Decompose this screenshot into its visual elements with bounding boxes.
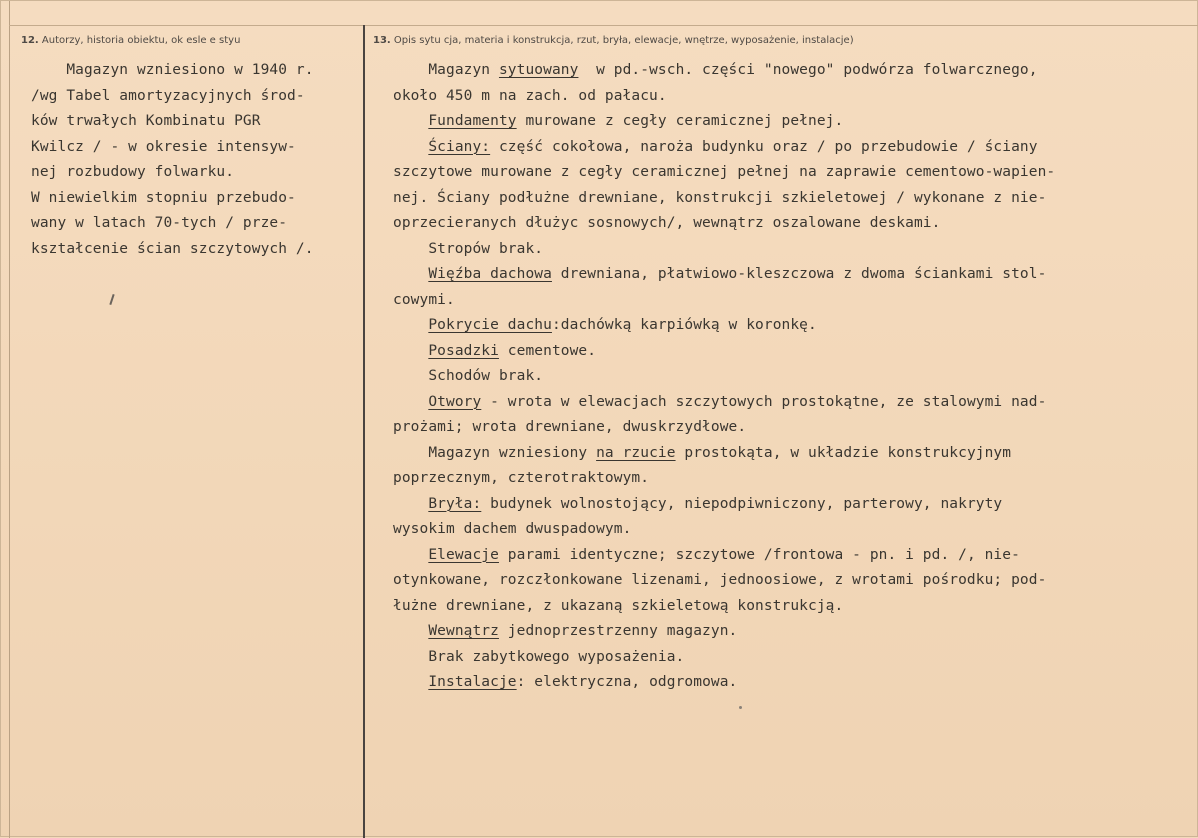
description-text — [393, 58, 1055, 696]
text-segment: prożami; wrota drewniane, dwuskrzydłowe. — [393, 419, 747, 435]
underlined-heading: Fundamenty — [428, 113, 517, 129]
history-line: wany w latach 70-tych / prze- — [31, 215, 288, 231]
section-13-number: 13. — [373, 35, 391, 46]
description-line — [393, 288, 1055, 314]
description-line — [393, 568, 1055, 594]
text-segment: oprzecieranych dłużyc sosnowych/, wewnątrz oszalowane deskami. — [393, 215, 941, 231]
underlined-heading: Otwory — [428, 393, 482, 410]
underlined-heading: Pokrycie dachu — [428, 317, 552, 333]
text-segment — [393, 266, 428, 282]
text-segment: Magazyn wzniesiony — [393, 444, 597, 461]
text-segment: otynkowane, rozczłonkowane lizenami, jednoosiowe, z wrotami pośrodku; pod- — [393, 572, 1047, 588]
underlined-heading: Ściany: — [428, 138, 491, 155]
description-line — [393, 670, 1055, 696]
underlined-heading: Elewacje — [428, 546, 499, 563]
text-segment — [393, 496, 428, 512]
text-segment: Schodów brak. — [393, 368, 544, 384]
description-line — [393, 364, 1055, 390]
description-line — [393, 517, 1055, 543]
history-text — [31, 58, 314, 262]
text-segment — [393, 674, 428, 690]
pen-mark — [109, 294, 114, 305]
history-line: Magazyn wzniesiono w 1940 r. — [31, 62, 314, 78]
section-12-title: Autorzy, historia obiektu, ok esle e styu — [41, 35, 241, 46]
text-segment: budynek wolnostojący, niepodpiwniczony, parterowy, nakryty — [481, 495, 1003, 512]
text-segment — [393, 139, 428, 155]
description-line — [393, 466, 1055, 492]
text-segment: szczytowe murowane z cegły ceramicznej pełnej na zaprawie cementowo-wapien- — [393, 164, 1056, 180]
text-segment: nej. Ściany podłużne drewniane, konstrukcji szkieletowej / wykonane z nie- — [393, 189, 1047, 206]
section-13-title: Opis sytu cja, materia i konstrukcja, rzut, bryła, elewacje, wnętrze, wyposażenie, instalacje) — [393, 35, 854, 46]
underlined-heading: sytuowany — [498, 62, 579, 78]
underlined-heading: Posadzki — [428, 342, 499, 359]
left-margin-rule — [9, 1, 10, 838]
column-divider — [363, 25, 365, 838]
text-segment: wysokim dachem dwuspadowym. — [393, 521, 632, 537]
underlined-heading: Więźba dachowa — [428, 266, 552, 282]
history-line: kształcenie ścian szczytowych /. — [31, 240, 314, 257]
description-line — [393, 543, 1055, 569]
description-line — [393, 594, 1055, 620]
text-segment: - wrota w elewacjach szczytowych prostokątne, ze stalowymi nad- — [481, 393, 1047, 410]
description-line — [393, 84, 1055, 110]
text-segment: murowane z cegły ceramicznej pełnej. — [516, 113, 844, 129]
text-segment — [393, 394, 428, 410]
history-line: ków trwałych Kombinatu PGR — [31, 113, 261, 129]
text-segment: Stropów brak. — [393, 240, 544, 257]
text-segment: Brak zabytkowego wyposażenia. — [393, 648, 685, 665]
text-segment: poprzecznym, czterotraktowym. — [393, 470, 650, 486]
underlined-heading: Instalacje — [428, 674, 517, 690]
section-12-number: 12. — [21, 35, 39, 46]
description-line — [393, 339, 1055, 365]
text-segment: prostokąta, w układzie konstrukcyjnym — [675, 444, 1012, 461]
description-line — [393, 492, 1055, 518]
text-segment: w pd.-wsch. części "nowego" podwórza folwarcznego, — [578, 62, 1038, 78]
description-line — [393, 109, 1055, 135]
text-segment — [393, 113, 428, 129]
text-segment — [393, 343, 428, 359]
description-line — [393, 313, 1055, 339]
text-segment — [393, 547, 428, 563]
description-line — [393, 160, 1055, 186]
text-segment: około 450 m na zach. od pałacu. — [393, 87, 667, 104]
description-line — [393, 135, 1055, 161]
text-segment: jednoprzestrzenny magazyn. — [498, 623, 738, 639]
description-line — [393, 645, 1055, 671]
ink-dot — [739, 706, 742, 709]
text-segment: parami identyczne; szczytowe /frontowa - pn. i pd. /, nie- — [498, 546, 1020, 563]
underlined-heading: Bryła: — [428, 495, 482, 512]
description-line — [393, 262, 1055, 288]
text-segment: : elektryczna, odgromowa. — [516, 674, 738, 690]
underlined-heading: Wewnątrz — [428, 623, 499, 639]
text-segment: Magazyn — [428, 62, 499, 78]
description-line — [393, 619, 1055, 645]
description-line — [393, 211, 1055, 237]
underlined-heading: na rzucie — [596, 444, 676, 461]
description-line — [393, 415, 1055, 441]
text-segment — [393, 623, 428, 639]
section-13-header — [373, 35, 854, 46]
description-line — [393, 441, 1055, 467]
text-segment: cementowe. — [498, 342, 597, 359]
history-line: nej rozbudowy folwarku. — [31, 164, 235, 180]
text-segment — [393, 62, 428, 78]
description-line — [393, 390, 1055, 416]
text-segment: drewniana, płatwiowo-kleszczowa z dwoma ściankami stol- — [551, 266, 1047, 282]
text-segment: część cokołowa, naroża budynku oraz / po przebudowie / ściany — [490, 138, 1038, 155]
text-segment — [393, 317, 428, 333]
text-segment: :dachówką karpiówką w koronkę. — [551, 317, 817, 333]
history-line: W niewielkim stopniu przebudo- — [31, 189, 296, 206]
description-line — [393, 237, 1055, 263]
text-segment: cowymi. — [393, 291, 455, 308]
text-segment: łużne drewniane, z ukazaną szkieletową konstrukcją. — [393, 597, 844, 614]
section-12-header — [21, 35, 240, 46]
description-line — [393, 186, 1055, 212]
history-line: /wg Tabel amortyzacyjnych środ- — [31, 87, 305, 104]
history-line: Kwilcz / - w okresie intensyw- — [31, 138, 296, 155]
header-rule — [9, 25, 1198, 26]
description-line — [393, 58, 1055, 84]
